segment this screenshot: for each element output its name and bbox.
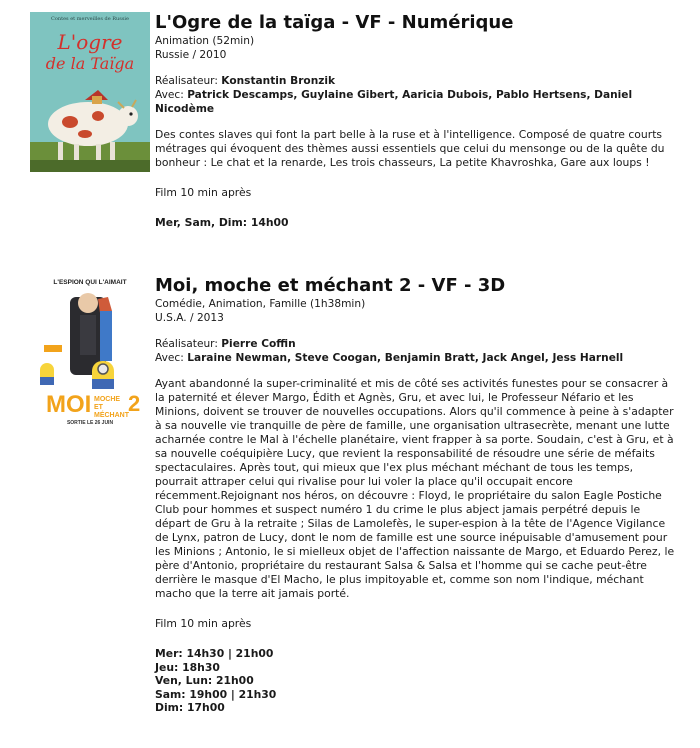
poster-top-text: L'ESPION QUI L'AIMAIT xyxy=(53,279,127,286)
film-info-moi-moche xyxy=(155,275,675,715)
poster-title-main xyxy=(46,393,91,417)
poster-illustration xyxy=(30,289,150,399)
cast-names: Patrick Descamps, Guylaine Gibert, Aaricia Dubois, Pablo Hertsens, Daniel Nicodème xyxy=(155,89,633,115)
film-note: Film 10 min après xyxy=(155,617,252,630)
showtime-line: Mer, Sam, Dim: 14h00 xyxy=(155,216,289,229)
film-title[interactable]: Moi, moche et méchant 2 - VF - 3D xyxy=(155,275,506,296)
showtime-line: Sam: 19h00 | 21h30 xyxy=(155,687,277,701)
film-showtimes xyxy=(155,647,675,715)
film-genre: Comédie, Animation, Famille (1h38min) xyxy=(155,298,366,310)
director-label: Réalisateur: xyxy=(155,75,218,87)
film-synopsis: Des contes slaves qui font la part belle à la ruse et à l'intelligence. Composé de quatre courts métrages qui évoquent des thèmes aussi essentiels que celui du mensonge ou de la quête du bonheur : Le chat et la renarde, Les trois chasseurs, La petite Khavroshka, Gare aux loups ! xyxy=(155,128,665,169)
film-showtimes xyxy=(155,216,675,230)
film-genre: Animation (52min) xyxy=(155,35,255,47)
film-synopsis: Ayant abandonné la super-criminalité et mis de côté ses activités funestes pour se consacrer à la paternité et élever Margo, Édith et Agnès, Gru, et avec lui, le Professeur Néfario et les Minions, doivent se trouver de nouvelles occupations. Alors qu'il commence à peine à s'adapter à sa nouvelle vie tranquille de père de famille, une organisation ultrasecrète, menant une lutte acharnée contre le Mal à l'échelle planétaire, vient frapper à sa porte. Soudain, c'est à Gru, et à sa nouvelle coéquipière Lucy, que revient la responsabilité de résoudre une série de méfaits spectaculaires. Après tout, qui mieux que l'ex plus méchant méchant de tous les temps, pourrait attraper celui qui rivalise pour lui voler la place qu'il occupait encore récemment.Rejoignant nos héros, on découvre : Floyd, le propriétaire du salon Eagle Postiche Club pour hommes et suspect numéro 1 du crime le plus abject jamais perpétré depuis le départ de Gru à la retraite ; Silas de Lamolefès, le super-espion à la tête de l'Agence Vigilance de Lynx, patron de Lucy, dont le nom de famille est une source inépuisable d'amusement pour les Minions ; Antonio, le si mielleux objet de l'affection naissante de Margo, et Eduardo Perez, le père d'Antonio, propriétaire du restaurant Salsa & Salsa et l'homme qui se cache peut-être derrière le masque d'El Macho, le plus impitoyable et, comme son nom l'indique, méchant macho que la terre ait jamais porté. xyxy=(155,377,675,600)
film-director-row xyxy=(155,74,675,88)
poster-title-sub: MOCHE ET MÉCHANT xyxy=(94,396,129,419)
film-title[interactable]: L'Ogre de la taïga - VF - Numérique xyxy=(155,12,514,33)
film-note: Film 10 min après xyxy=(155,186,252,199)
cast-names: Laraine Newman, Steve Coogan, Benjamin Bratt, Jack Angel, Jess Harnell xyxy=(187,352,624,364)
showtime-line: Mer: 14h30 | 21h00 xyxy=(155,647,274,660)
film-cast-row xyxy=(155,351,675,365)
poster-title-moi: MOI xyxy=(46,391,92,418)
cast-label: Avec: xyxy=(155,89,184,101)
poster-title-num: 2 xyxy=(128,391,141,416)
showtime-line: Dim: 17h00 xyxy=(155,701,225,714)
director-name: Konstantin Bronzik xyxy=(221,75,336,87)
showtime-line: Ven, Lun: 21h00 xyxy=(155,674,254,687)
poster-top-text: Contes et merveilles de Russie xyxy=(51,16,129,22)
poster-moi-moche[interactable] xyxy=(30,275,150,435)
cast-label: Avec: xyxy=(155,352,184,364)
poster-date-text: SORTIE LE 26 JUIN xyxy=(66,420,114,426)
film-origin: Russie / 2010 xyxy=(155,49,227,61)
director-name: Pierre Coffin xyxy=(221,338,296,350)
poster-title-line2: de la Taïga xyxy=(45,54,135,73)
film-cast-row xyxy=(155,88,675,116)
film-director-row xyxy=(155,337,675,351)
poster-title-line1: L'ogre xyxy=(57,30,123,54)
director-label: Réalisateur: xyxy=(155,338,218,350)
film-origin: U.S.A. / 2013 xyxy=(155,312,224,324)
poster-illustration xyxy=(30,72,150,172)
film-info-ogre xyxy=(155,12,675,230)
showtime-line: Jeu: 18h30 xyxy=(155,660,220,674)
poster-ogre[interactable] xyxy=(30,12,150,172)
